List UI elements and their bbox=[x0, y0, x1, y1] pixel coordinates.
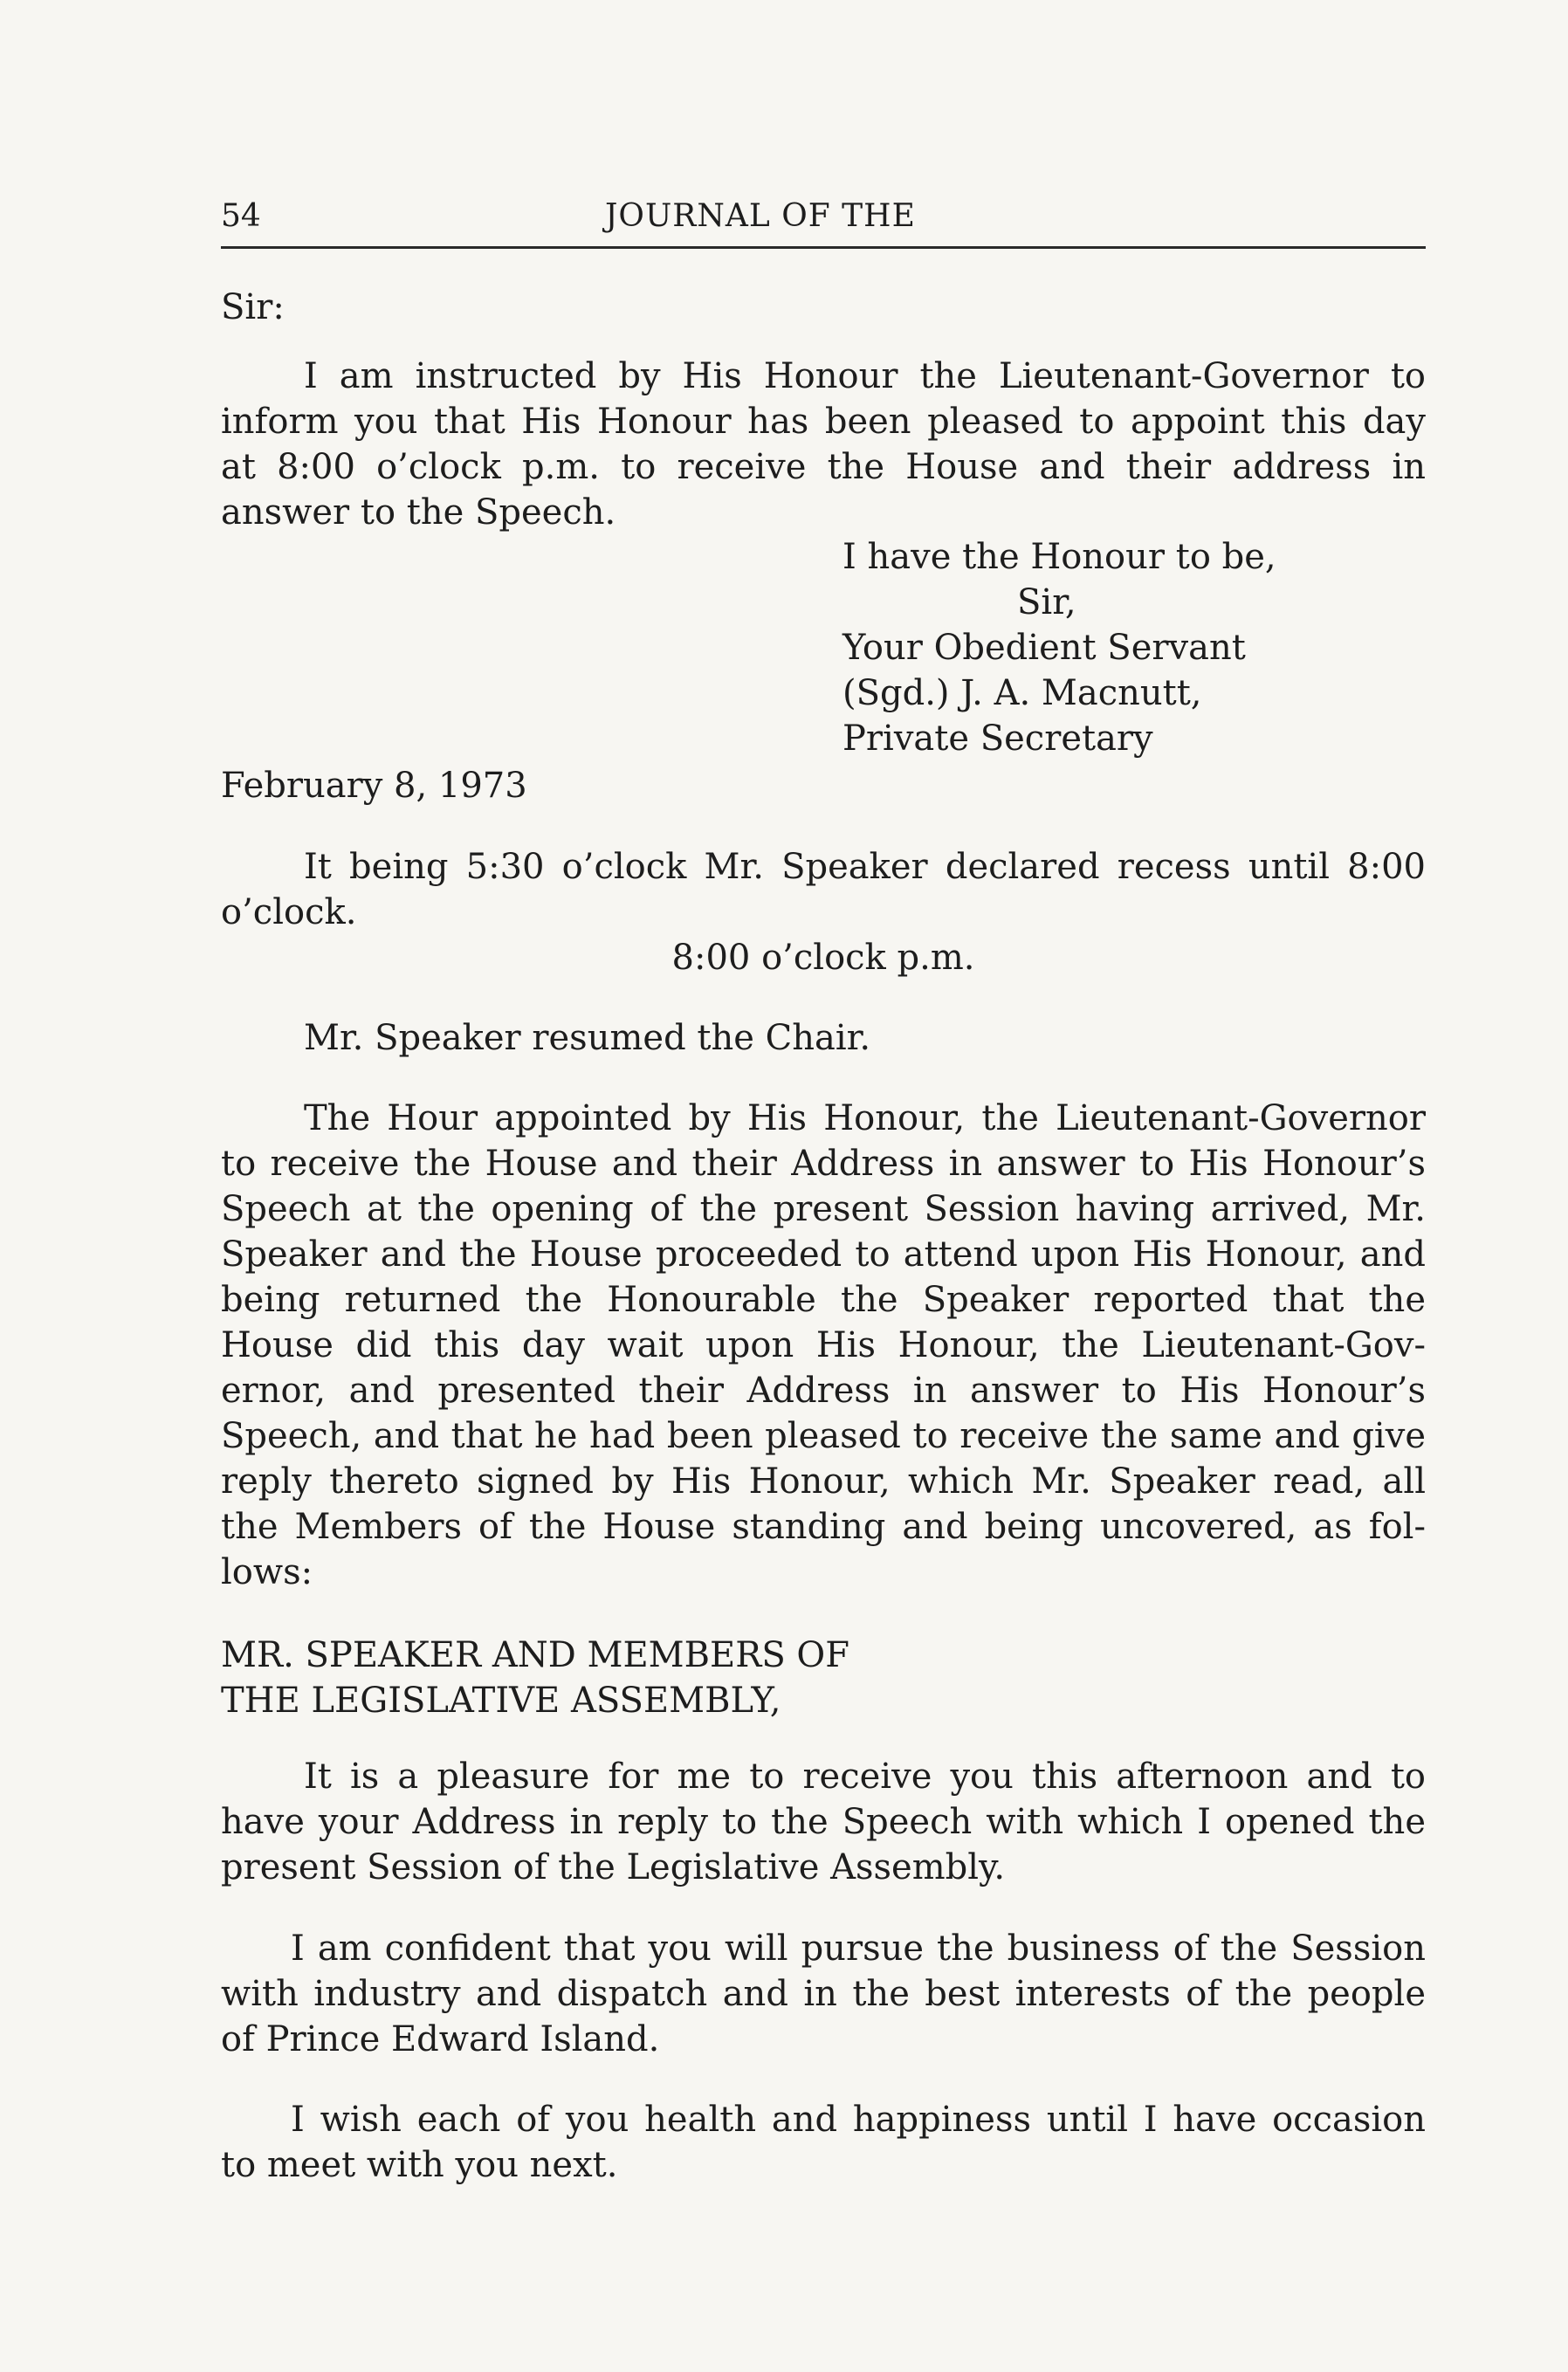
signature-block bbox=[842, 534, 1276, 761]
salutation: Sir: bbox=[221, 287, 285, 327]
signature-title: Private Secretary bbox=[842, 718, 1153, 759]
reply-line: It is a pleasure for me to receive you this afternoon and to bbox=[304, 1757, 1426, 1797]
proceedings-line: lows: bbox=[221, 1552, 313, 1592]
letter-line: at 8:00 o’clock p.m. to receive the House and their address in bbox=[221, 447, 1426, 487]
proceedings-paragraph bbox=[221, 1096, 1426, 1595]
signature-salutation: Sir, bbox=[1017, 582, 1076, 622]
recess-line: o’clock. bbox=[221, 892, 357, 932]
signature-closing: I have the Honour to be, bbox=[842, 537, 1276, 577]
reply-line: with industry and dispatch and in the best interests of the people bbox=[221, 1974, 1426, 2014]
recess-line: It being 5:30 o’clock Mr. Speaker declared recess until 8:00 bbox=[304, 847, 1426, 887]
proceedings-line: ernor, and presented their Address in answer to His Honour’s bbox=[221, 1371, 1426, 1411]
proceedings-line: Speech at the opening of the present Session having arrived, Mr. bbox=[221, 1189, 1426, 1229]
reply-line: I am confident that you will pursue the business of the Session bbox=[291, 1929, 1426, 1969]
resumed-line: Mr. Speaker resumed the Chair. bbox=[304, 1018, 871, 1058]
proceedings-line: The Hour appointed by His Honour, the Lieutenant-Governor bbox=[304, 1098, 1426, 1138]
address-heading-line: MR. SPEAKER AND MEMBERS OF bbox=[221, 1635, 849, 1675]
letter-date: February 8, 1973 bbox=[221, 766, 527, 806]
reply-line: present Session of the Legislative Assembly. bbox=[221, 1847, 1006, 1887]
proceedings-line: House did this day wait upon His Honour, the Lieutenant-Gov- bbox=[221, 1325, 1426, 1365]
letter-line: answer to the Speech. bbox=[221, 492, 616, 533]
address-heading bbox=[221, 1633, 1426, 1723]
reply-line: to meet with you next. bbox=[221, 2145, 618, 2185]
proceedings-line: being returned the Honourable the Speaker reported that the bbox=[221, 1280, 1426, 1320]
proceedings-line: Speaker and the House proceeded to attend upon His Honour, and bbox=[221, 1234, 1426, 1275]
header-rule bbox=[221, 246, 1426, 249]
reply-line: I wish each of you health and happiness until I have occasion bbox=[291, 2100, 1426, 2140]
reply-paragraph bbox=[221, 1754, 1426, 1890]
recess-paragraph bbox=[221, 844, 1426, 935]
running-head: JOURNAL OF THE bbox=[605, 198, 916, 234]
letter-line: inform you that His Honour has been pleased to appoint this day bbox=[221, 402, 1426, 442]
signature-signed: (Sgd.) J. A. Macnutt, bbox=[842, 673, 1202, 713]
reply-line: have your Address in reply to the Speech with which I opened the bbox=[221, 1802, 1426, 1842]
letter-paragraph bbox=[221, 354, 1426, 535]
proceedings-line: the Members of the House standing and being uncovered, as fol- bbox=[221, 1507, 1426, 1547]
letter-line: I am instructed by His Honour the Lieutenant-Governor to bbox=[304, 356, 1426, 396]
proceedings-line: reply thereto signed by His Honour, which Mr. Speaker read, all bbox=[221, 1461, 1426, 1502]
reply-line: of Prince Edward Island. bbox=[221, 2019, 660, 2059]
page-header bbox=[221, 190, 1426, 243]
time-heading: 8:00 o’clock p.m. bbox=[671, 938, 975, 978]
proceedings-line: Speech, and that he had been pleased to receive the same and give bbox=[221, 1416, 1426, 1456]
address-heading-line: THE LEGISLATIVE ASSEMBLY, bbox=[221, 1681, 781, 1721]
reply-paragraph bbox=[221, 2097, 1426, 2188]
signature-valediction: Your Obedient Servant bbox=[842, 628, 1246, 668]
proceedings-line: to receive the House and their Address in answer to His Honour’s bbox=[221, 1144, 1426, 1184]
page-number: 54 bbox=[221, 198, 261, 234]
reply-paragraph bbox=[221, 1926, 1426, 2062]
